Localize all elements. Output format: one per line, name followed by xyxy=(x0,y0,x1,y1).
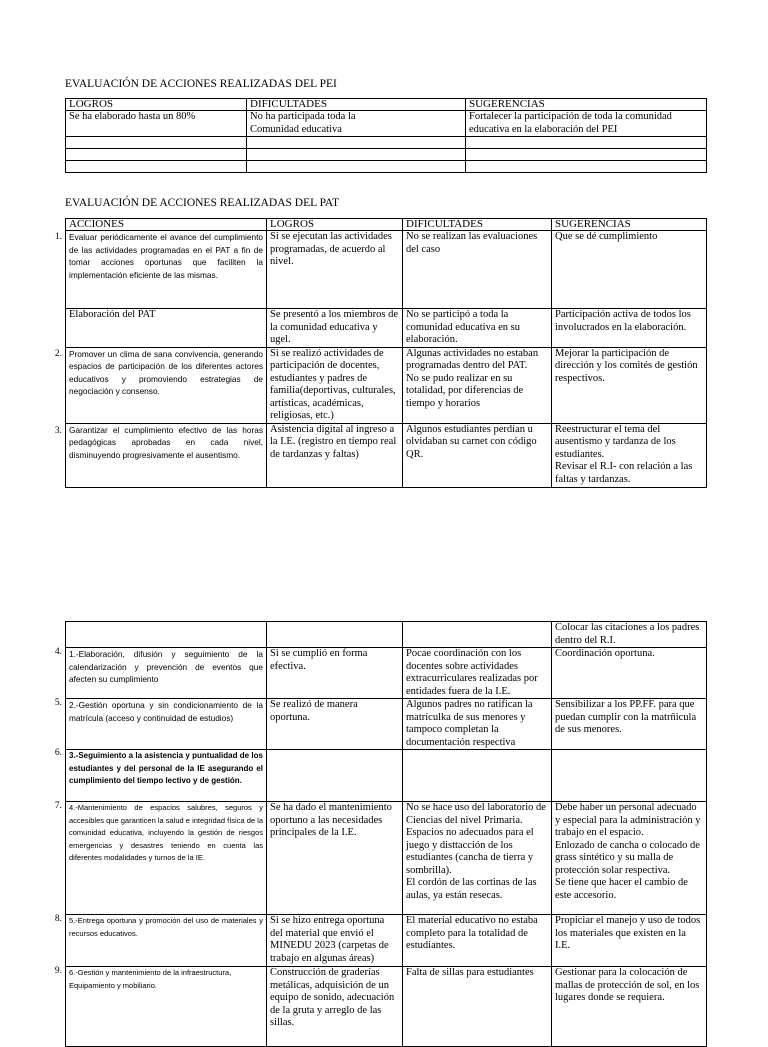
row-number: 6. xyxy=(54,748,62,758)
row-number: 7. xyxy=(54,801,62,811)
pei-cell-empty xyxy=(247,161,466,173)
pat-cell-logro: Se presentó a los miembros de la comunidad educativa y ugel. xyxy=(267,309,403,348)
pei-cell-empty xyxy=(66,161,247,173)
pat-cell-accion: Evaluar periódicamente el avance del cumplimiento de las actividades programadas en el PAT a fin de tomar acciones oportunas que faciliten la implementación eficiente de las mismas. xyxy=(66,231,267,309)
pat-table xyxy=(65,218,707,488)
table-row xyxy=(66,648,707,699)
pat-cell-logro xyxy=(267,750,403,802)
pei-header-row xyxy=(66,99,707,111)
pei-cell-empty xyxy=(247,137,466,149)
pat-header-sugerencias: SUGERENCIAS xyxy=(552,219,707,231)
pat-cell-accion xyxy=(66,622,267,648)
table-row xyxy=(66,161,707,173)
pat-header-acciones: ACCIONES xyxy=(66,219,267,231)
pat-cell-sugerencia: Colocar las citaciones a los padres dentro del R.I. xyxy=(552,622,707,648)
row-number: 3. xyxy=(54,426,62,436)
row-number: 4. xyxy=(54,647,62,657)
pat-cell-sugerencia: Que se dé cumplimiento xyxy=(552,231,707,309)
pei-cell-empty xyxy=(466,137,707,149)
pat-cell-dificultad: Algunos estudiantes perdían u olvidaban su carnet con código QR. xyxy=(403,423,552,487)
pat-cell-logro: Construcción de graderías metálicas, adquisición de un equipo de sonido, adecuación de la gruta y arreglo de las sillas. xyxy=(267,967,403,1047)
pat-cell-accion: Elaboración del PAT xyxy=(66,309,267,348)
pat-cell-dificultad: Algunos padres no ratifican la matrículka de sus menores y tampoco completan la documentación respectiva xyxy=(403,699,552,750)
pat-cell-dificultad: Algunas actividades no estaban programadas dentro del PAT. No se pudo realizar en su totalidad, por diferencias de tiempo y horarios xyxy=(403,347,552,423)
pat-cell-accion: 4.-Mantenimiento de espacios salubres, seguros y accesibles que garanticen la salud e integridad física de la comunidad educativa, incluyendo la gestión de riesgos emergencias y desastres teniendo en cuenta las diferentes modalidades y turnos de la IE. xyxy=(66,802,267,915)
pat-cell-sugerencia: Coordinación oportuna. xyxy=(552,648,707,699)
pat-cell-dificultad: El material educativo no estaba completo para la totalidad de estudiantes. xyxy=(403,915,552,967)
pat-cell-sugerencia xyxy=(552,750,707,802)
pat-cell-dificultad: Pocae coordinación con los docentes sobre actividades extracurriculares realizadas por entidades fuera de la I.E. xyxy=(403,648,552,699)
pat-cell-logro: Si se cumplió en forma efectiva. xyxy=(267,648,403,699)
pat-cell-dificultad: Falta de sillas para estudiantes xyxy=(403,967,552,1047)
table-row xyxy=(66,149,707,161)
pat-cell-dificultad xyxy=(403,622,552,648)
pat-cell-logro: Asistencia digital al ingreso a la I.E. (registro en tiempo real de tardanzas y faltas) xyxy=(267,423,403,487)
pei-cell-empty xyxy=(66,137,247,149)
table-row xyxy=(66,137,707,149)
table-row xyxy=(66,423,707,487)
pei-cell-empty xyxy=(66,149,247,161)
table-row xyxy=(66,111,707,137)
row-number: 1. xyxy=(54,232,62,242)
pat-cell-dificultad: No se hace uso del laboratorio de Ciencias del nivel Primaria. Espacios no adecuados para el juego y disttacción de los estudiantes (cancha de tierra y sombrilla). El cordón de las cortinas de las aulas, ya están resecas. xyxy=(403,802,552,915)
pei-cell-dificultad: No ha participada toda la Comunidad educativa xyxy=(247,111,466,137)
row-number: 8. xyxy=(54,914,62,924)
pei-cell-logro: Se ha elaborado hasta un 80% xyxy=(66,111,247,137)
table-row xyxy=(66,750,707,802)
row-number: 2. xyxy=(54,349,62,359)
table-row xyxy=(66,347,707,423)
pei-section-title: EVALUACIÓN DE ACCIONES REALIZADAS DEL PEI xyxy=(65,78,337,90)
pei-cell-empty xyxy=(466,149,707,161)
pat-continuation-table xyxy=(65,621,707,1047)
pat-cell-accion: 6.-Gestión y mantenimiento de la infraestructura, Equipamiento y mobiliario. xyxy=(66,967,267,1047)
pat-cell-logro xyxy=(267,622,403,648)
pat-cell-accion: Garantizar el cumplimiento efectivo de las horas pedagógicas aprobadas en cada nivel, disminuyendo progresivamente el ausentismo. xyxy=(66,423,267,487)
pat-cell-sugerencia: Mejorar la participación de dirección y los comités de gestión respectivos. xyxy=(552,347,707,423)
pei-header-logros: LOGROS xyxy=(66,99,247,111)
pei-cell-sugerencia: Fortalecer la participación de toda la comunidad educativa en la elaboración del PEI xyxy=(466,111,707,137)
pat-cell-logro: Si se ejecutan las actividades programadas, de acuerdo al nivel. xyxy=(267,231,403,309)
pei-cell-empty xyxy=(466,161,707,173)
pat-cell-dificultad xyxy=(403,750,552,802)
table-row xyxy=(66,622,707,648)
table-row xyxy=(66,802,707,915)
pat-cell-logro: Se ha dado el mantenimiento oportuno a las necesidades principales de la I.E. xyxy=(267,802,403,915)
pat-cell-logro: Se realizó de manera oportuna. xyxy=(267,699,403,750)
table-row xyxy=(66,967,707,1047)
row-number: 9. xyxy=(54,966,62,976)
pat-cell-accion: 5.-Entrega oportuna y promoción del uso de materiales y recursos educativos. xyxy=(66,915,267,967)
pat-section-title: EVALUACIÓN DE ACCIONES REALIZADAS DEL PAT xyxy=(65,197,339,209)
pat-header-dificultades: DIFICULTADES xyxy=(403,219,552,231)
table-row xyxy=(66,915,707,967)
pat-cell-logro: Si se hizo entrega oportuna del material que envió el MINEDU 2023 (carpetas de trabajo en algunas áreas) xyxy=(267,915,403,967)
pat-cell-accion: 2.-Gestión oportuna y sin condicionamiento de la matrícula (acceso y continuidad de estudios) xyxy=(66,699,267,750)
pat-cell-dificultad: No se realizan las evaluaciones del caso xyxy=(403,231,552,309)
pat-cell-sugerencia: Debe haber un personal adecuado y especial para la administración y trabajo en el espacio. Enlozado de cancha o colocado de grass sintético y su malla de protección solar respectiva. Se tiene que hacer el cambio de este accesorio. xyxy=(552,802,707,915)
pat-cell-sugerencia: Reestructurar el tema del ausentismo y tardanza de los estudiantes. Revisar el R.I- con relación a las faltas y tardanzas. xyxy=(552,423,707,487)
table-row xyxy=(66,309,707,348)
pat-cell-sugerencia: Gestionar para la colocación de mallas de protección de sol, en los lugares donde se requiera. xyxy=(552,967,707,1047)
table-row xyxy=(66,699,707,750)
table-row xyxy=(66,231,707,309)
pei-cell-empty xyxy=(247,149,466,161)
pat-header-row xyxy=(66,219,707,231)
pei-table xyxy=(65,98,707,173)
pat-cell-sugerencia: Propiciar el manejo y uso de todos los materiales que existen en la I.E. xyxy=(552,915,707,967)
pei-header-dificultades: DIFICULTADES xyxy=(247,99,466,111)
pei-header-sugerencias: SUGERENCIAS xyxy=(466,99,707,111)
pat-cell-logro: Si se realizó actividades de participación de docentes, estudiantes y padres de familia(deportivas, culturales, artísticas, académicas, religiosas, etc.) xyxy=(267,347,403,423)
pat-cell-accion: 1.-Elaboración, difusión y seguimiento de la calendarización y prevención de eventos que afecten su cumplimiento xyxy=(66,648,267,699)
pat-cell-accion: 3.-Seguimiento a la asistencia y puntualidad de los estudiantes y del personal de la IE asegurando el cumplimiento del tiempo lectivo y de gestión. xyxy=(66,750,267,802)
row-number: 5. xyxy=(54,698,62,708)
pat-cell-sugerencia: Sensibilizar a los PP.FF. para que puedan cumplir con la matrñicula de sus menores. xyxy=(552,699,707,750)
pat-cell-sugerencia: Participación activa de todos los involucrados en la elaboración. xyxy=(552,309,707,348)
pat-cell-accion: Promover un clima de sana convivencia, generando espacios de participación de los diferentes actores educativos y promoviendo estrategias de negociación y consenso. xyxy=(66,347,267,423)
pat-header-logros: LOGROS xyxy=(267,219,403,231)
pat-cell-dificultad: No se participó a toda la comunidad educativa en su elaboración. xyxy=(403,309,552,348)
